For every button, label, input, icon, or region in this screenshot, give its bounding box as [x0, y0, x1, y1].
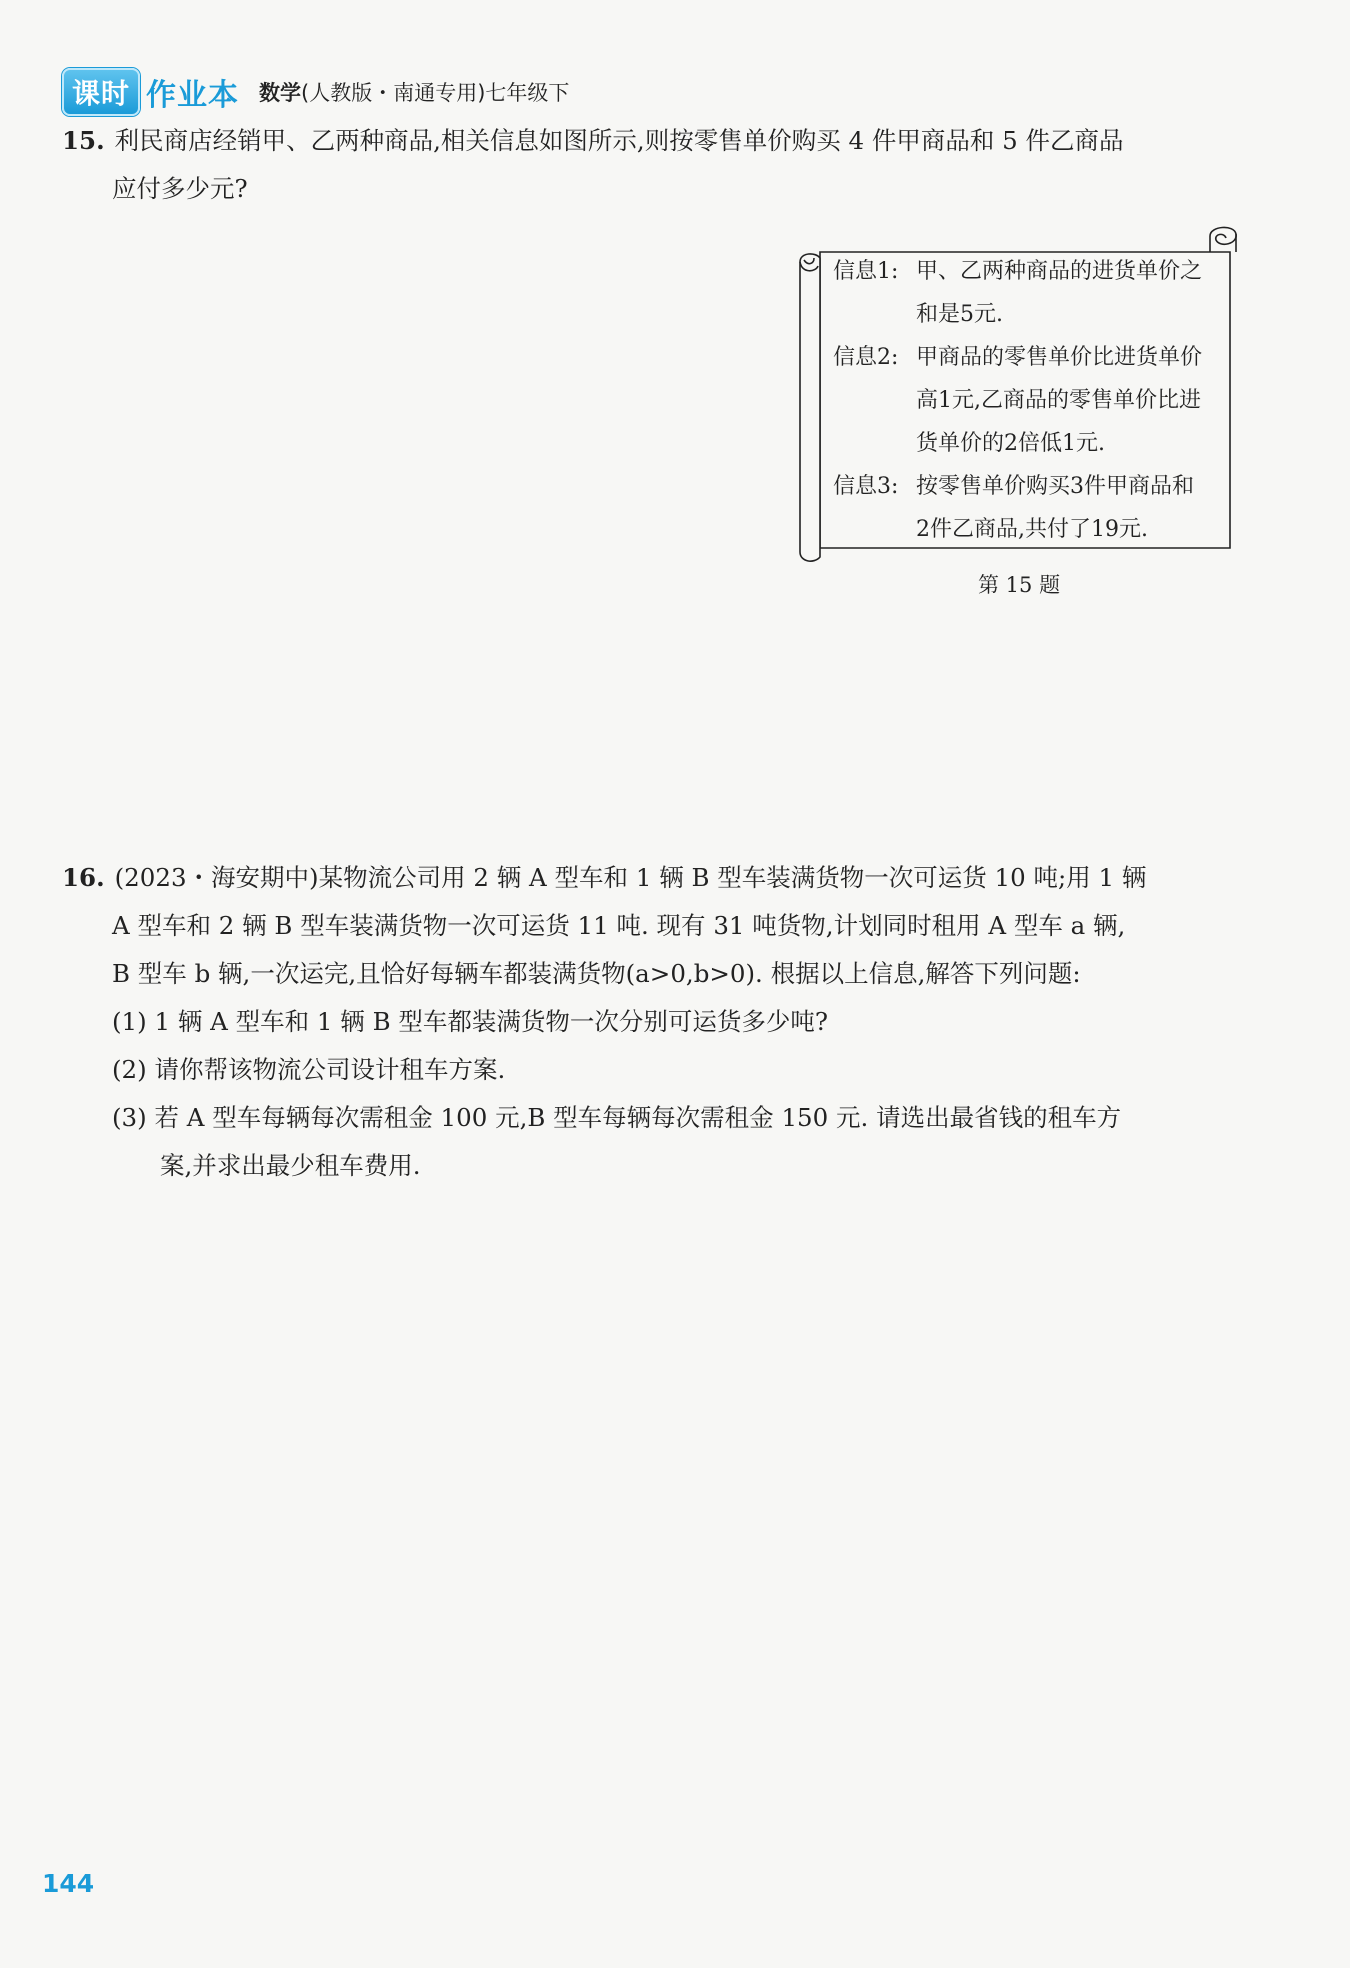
header-subject: [259, 77, 569, 107]
question-15-line1: [62, 117, 1252, 165]
info-1-label: 信息1:: [833, 259, 899, 284]
question-16-source: (2023・海安期中): [114, 863, 319, 892]
question-16-line3: B 型车 b 辆,一次运完,且恰好每辆车都装满货物(a>0,b>0). 根据以上信息,解答下列问题:: [112, 959, 1081, 988]
subject-label: 数学: [259, 81, 302, 105]
info-2-label: 信息2:: [833, 345, 899, 370]
question-16-number: 16.: [62, 863, 105, 892]
brand-name: 作业本: [146, 78, 240, 113]
info-2-line1: 甲商品的零售单价比进货单价: [916, 345, 1203, 370]
info-2: [833, 336, 1253, 379]
info-1-line1: 甲、乙两种商品的进货单价之: [916, 259, 1203, 284]
question-15-number: 15.: [62, 126, 105, 155]
info-2-line3: 货单价的2倍低1元.: [916, 431, 1105, 456]
brand-logo: 课时: [62, 68, 140, 116]
info-3-line2: 2件乙商品,共付了19元.: [916, 517, 1148, 542]
question-16-part3-cont: 案,并求出最少租车费用.: [160, 1151, 421, 1180]
info-1-line2: 和是5元.: [916, 302, 1003, 327]
figure-caption: 第 15 题: [978, 573, 1061, 597]
question-16-part2: (2) 请你帮该物流公司设计租车方案.: [112, 1055, 506, 1084]
info-box: [833, 250, 1253, 551]
page-number: 144: [42, 1869, 95, 1898]
info-3: [833, 465, 1253, 508]
info-3-line1: 按零售单价购买3件甲商品和: [916, 474, 1194, 499]
question-16-line1: [62, 854, 1252, 902]
question-15: [62, 117, 1252, 213]
question-16: [62, 854, 1252, 1190]
question-15-line2: 应付多少元?: [112, 174, 248, 203]
page-header: [62, 70, 569, 114]
question-16-line2: A 型车和 2 辆 B 型车装满货物一次可运货 11 吨. 现有 31 吨货物,计划同时租用 A 型车 a 辆,: [112, 911, 1126, 940]
edition-label: (人教版・南通专用)七年级下: [301, 81, 570, 105]
question-16-part1: (1) 1 辆 A 型车和 1 辆 B 型车都装满货物一次分别可运货多少吨?: [112, 1007, 829, 1036]
info-3-label: 信息3:: [833, 474, 899, 499]
info-1: [833, 250, 1253, 293]
question-16-text: 某物流公司用 2 辆 A 型车和 1 辆 B 型车装满货物一次可运货 10 吨;用 1 辆: [318, 863, 1147, 892]
info-2-line2: 高1元,乙商品的零售单价比进: [916, 388, 1201, 413]
question-16-part3: (3) 若 A 型车每辆每次需租金 100 元,B 型车每辆每次需租金 150 元. 请选出最省钱的租车方: [112, 1103, 1122, 1132]
question-15-text: 利民商店经销甲、乙两种商品,相关信息如图所示,则按零售单价购买 4 件甲商品和 5 件乙商品: [114, 126, 1124, 155]
